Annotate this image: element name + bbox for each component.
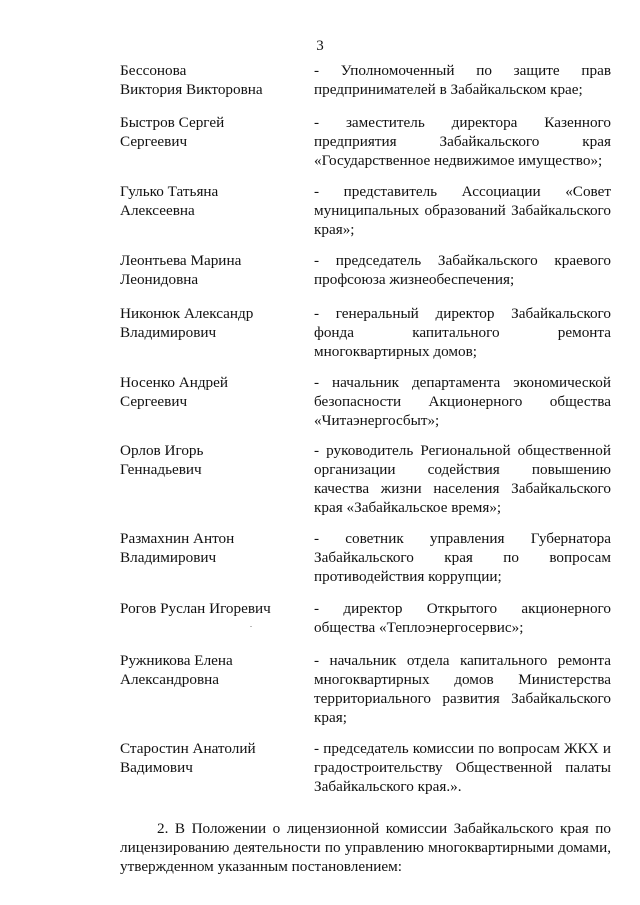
role-line: предприятия Забайкальского края: [314, 133, 611, 150]
role-line: - заместитель директора Казенного: [314, 114, 611, 131]
role-line: профсоюза жизнеобеспечения;: [314, 271, 515, 288]
role-line: муниципальных образований Забайкальского: [314, 202, 611, 219]
body-paragraph: [120, 819, 611, 876]
member-name: Леонтьева Марина Леонидовна: [120, 252, 242, 288]
member-role: [314, 251, 611, 289]
role-line: безопасности Акционерного общества: [314, 393, 611, 410]
member-role: [314, 739, 611, 796]
role-line: - начальник департамента экономической: [314, 374, 611, 391]
role-line: территориального развития Забайкальского: [314, 690, 611, 707]
member-name: Орлов Игорь Геннадьевич: [120, 442, 204, 478]
member-name: Старостин Анатолий Вадимович: [120, 740, 256, 776]
paragraph-line: лицензированию деятельности по управлению многоквартирными домами,: [120, 839, 611, 856]
role-line: «Читаэнергосбыт»;: [314, 412, 440, 429]
paragraph-line: 2. В Положении о лицензионной комиссии Забайкальского края по: [157, 820, 611, 837]
member-name: Гулько Татьяна Алексеевна: [120, 183, 219, 219]
member-role: [314, 304, 611, 361]
role-line: - представитель Ассоциации «Совет: [314, 183, 611, 200]
role-line: организации содействия повышению: [314, 461, 611, 478]
member-role: [314, 61, 611, 99]
member-name: Носенко Андрей Сергеевич: [120, 374, 229, 410]
role-line: многоквартирных домов;: [314, 343, 477, 360]
role-line: края»;: [314, 221, 355, 238]
member-role: [314, 441, 611, 517]
member-name: Быстров Сергей Сергеевич: [120, 114, 225, 150]
role-line: - Уполномоченный по защите прав: [314, 62, 611, 79]
member-name: Ружникова Елена Александровна: [120, 652, 233, 688]
role-line: Забайкальского края по вопросам: [314, 549, 611, 566]
role-line: - председатель комиссии по вопросам ЖКХ и: [314, 740, 611, 757]
member-role: [314, 599, 611, 637]
member-role: [314, 651, 611, 727]
member-role: [314, 529, 611, 586]
member-name: Рогов Руслан Игоревич: [120, 600, 271, 617]
role-line: Забайкальского края.».: [314, 778, 462, 795]
role-line: фонда капитального ремонта: [314, 324, 611, 341]
role-line: предпринимателей в Забайкальском крае;: [314, 81, 583, 98]
role-line: края;: [314, 709, 347, 726]
page-number: 3: [316, 38, 324, 54]
member-name: Размахнин Антон Владимирович: [120, 530, 235, 566]
member-name: Никонюк Александр Владимирович: [120, 305, 254, 341]
role-line: - председатель Забайкальского краевого: [314, 252, 611, 269]
role-line: - начальник отдела капитального ремонта: [314, 652, 611, 669]
role-line: качества жизни населения Забайкальского: [314, 480, 611, 497]
role-line: общества «Теплоэнергосервис»;: [314, 619, 524, 636]
role-line: - советник управления Губернатора: [314, 530, 611, 547]
member-name: Бессонова Виктория Викторовна: [120, 62, 263, 98]
role-line: - директор Открытого акционерного: [314, 600, 611, 617]
paragraph-line: утвержденном указанным постановлением:: [120, 858, 402, 875]
role-line: - генеральный директор Забайкальского: [314, 305, 611, 322]
role-line: - руководитель Региональной общественной: [314, 442, 611, 459]
role-line: многоквартирных домов Министерства: [314, 671, 611, 688]
role-line: края «Забайкальское время»;: [314, 499, 502, 516]
member-role: [314, 182, 611, 239]
scan-artifact: [250, 626, 252, 627]
role-line: «Государственное недвижимое имущество»;: [314, 152, 603, 169]
member-role: [314, 113, 611, 170]
role-line: противодействия коррупции;: [314, 568, 502, 585]
member-role: [314, 373, 611, 430]
role-line: градостроительству Общественной палаты: [314, 759, 611, 776]
